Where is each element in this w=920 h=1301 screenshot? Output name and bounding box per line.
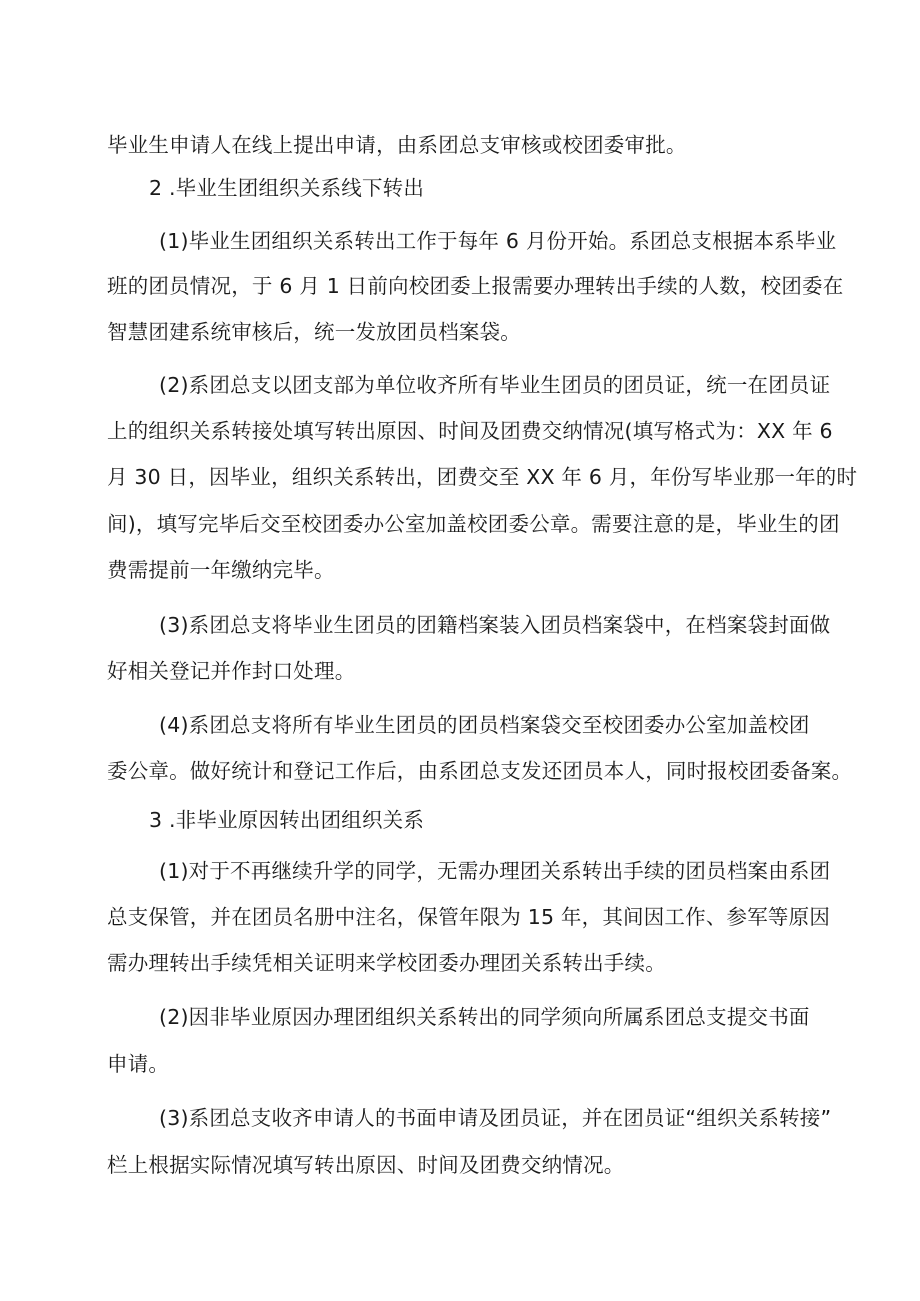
section-heading: 2 .毕业生团组织关系线下转出	[149, 176, 425, 200]
text-line: 申请。	[107, 1052, 170, 1076]
text-line: (1)对于不再继续升学的同学，无需办理团关系转出手续的团员档案由系团	[159, 859, 831, 883]
text-line: (3)系团总支收齐申请人的书面申请及团员证，并在团员证“组织关系转接”	[159, 1106, 832, 1130]
text-line: (3)系团总支将毕业生团员的团籍档案装入团员档案袋中，在档案袋封面做	[159, 613, 831, 637]
text-line: 栏上根据实际情况填写转出原因、时间及团费交纳情况。	[107, 1153, 625, 1177]
text-line: 智慧团建系统审核后，统一发放团员档案袋。	[107, 320, 521, 344]
text-line: 毕业生申请人在线上提出申请，由系团总支审核或校团委审批。	[107, 133, 687, 157]
text-line: 总支保管，并在团员名册中注名，保管年限为 15 年，其间因工作、参军等原因	[107, 905, 831, 929]
text-line: (4)系团总支将所有毕业生团员的团员档案袋交至校团委办公室加盖校团	[159, 713, 810, 737]
text-line: (1)毕业生团组织关系转出工作于每年 6 月份开始。系团总支根据本系毕业	[159, 229, 837, 253]
text-line: (2)因非毕业原因办理团组织关系转出的同学须向所属系团总支提交书面	[159, 1005, 810, 1029]
text-line: (2)系团总支以团支部为单位收齐所有毕业生团员的团员证，统一在团员证	[159, 373, 831, 397]
section-heading: 3 .非毕业原因转出团组织关系	[149, 808, 425, 832]
text-line: 费需提前一年缴纳完毕。	[107, 558, 335, 582]
text-line: 需办理转出手续凭相关证明来学校团委办理团关系转出手续。	[107, 951, 666, 975]
text-line: 班的团员情况，于 6 月 1 日前向校团委上报需要办理转出手续的人数，校团委在	[107, 274, 844, 298]
text-line: 月 30 日，因毕业，组织关系转出，团费交至 XX 年 6 月，年份写毕业那一年的时	[107, 465, 858, 489]
text-line: 委公章。做好统计和登记工作后，由系团总支发还团员本人，同时报校团委备案。	[107, 759, 853, 783]
text-line: 上的组织关系转接处填写转出原因、时间及团费交纳情况(填写格式为：XX 年 6	[107, 419, 833, 443]
text-line: 好相关登记并作封口处理。	[107, 659, 356, 683]
text-line: 间)，填写完毕后交至校团委办公室加盖校团委公章。需要注意的是，毕业生的团	[107, 512, 840, 536]
